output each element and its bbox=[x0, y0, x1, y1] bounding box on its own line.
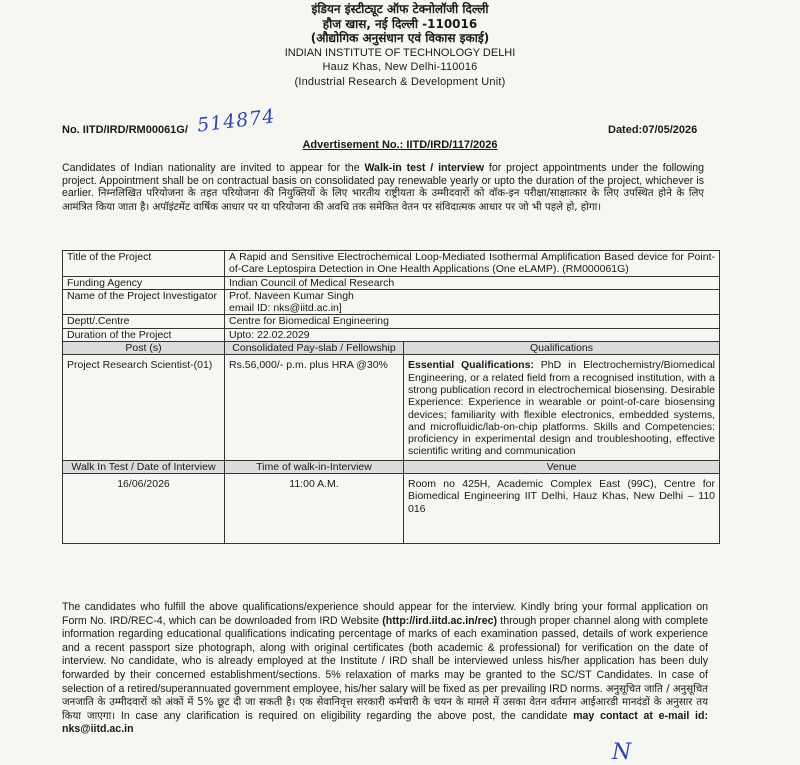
ird-website-link[interactable]: (http://ird.iitd.ac.in/rec) bbox=[382, 614, 498, 627]
post-value: Project Research Scientist-(01) bbox=[63, 355, 225, 460]
footer-text-1: The candidates who fulfill the above qualifications/experience should appear for the interview. Kindly bring your formal application on Form No. IRD/REC-4, which can be downloaded from IRD Website bbox=[62, 601, 708, 627]
unit-name: (Industrial Research & Development Unit) bbox=[294, 75, 506, 88]
institute-address: Hauz Khas, New Delhi-110016 bbox=[322, 61, 478, 73]
intro-paragraph bbox=[62, 162, 704, 214]
reference-number: No. IITD/IRD/RM00061G/ bbox=[62, 124, 188, 136]
table-row bbox=[63, 474, 720, 544]
walkin-time: 11:00 A.M. bbox=[225, 474, 404, 544]
table-row bbox=[63, 276, 720, 289]
table-row bbox=[63, 315, 720, 328]
footer-text-2: through proper channel along with complete information regarding educational qualifications indicating percentage of marks of each examination passed, details of work experience and a recent passport size photograph, along with original certificates (both academic & professional) for verification on the date of interview. No candidate, who is already employed at the Institute / IRD shall be interviewed unless his/her application has been duly forwarded by their concerned establishment/sections. 5% relaxation of marks may be granted to the SC/ST Candidates. In case of selection of a retired/superannuated government employee, his/her salary will be fixed as per prevailing IRD norms. bbox=[62, 614, 708, 695]
institute-name: INDIAN INSTITUTE OF TECHNOLOGY DELHI bbox=[284, 46, 516, 59]
investigator-label: Name of the Project Investigator bbox=[63, 289, 225, 315]
table-header-row bbox=[63, 342, 720, 355]
funding-value: Indian Council of Medical Research bbox=[225, 276, 720, 289]
hindi-institute-name: इंडियन इंस्टीट्यूट ऑफ टेक्नोलॉजी दिल्ली bbox=[311, 2, 489, 16]
hindi-address: हौज खास, नई दिल्ली -110016 bbox=[322, 16, 478, 31]
venue-value: Room no 425H, Academic Complex East (99C), Centre for Biomedical Engineering IIT Delhi, Hauz Khas, New Delhi – 110 016 bbox=[404, 474, 720, 544]
investigator-name: Prof. Naveen Kumar Singh bbox=[229, 289, 354, 302]
duration-label: Duration of the Project bbox=[63, 328, 225, 341]
dept-value: Centre for Biomedical Engineering bbox=[225, 315, 720, 328]
qualifications-value bbox=[404, 355, 720, 460]
footer-text-3: In case any clarification is required on eligibility regarding the above post, the candidate bbox=[115, 709, 574, 722]
walkin-date: 16/06/2026 bbox=[63, 474, 225, 544]
col-venue: Venue bbox=[404, 460, 720, 473]
project-details-table bbox=[62, 250, 720, 544]
intro-text-2: for project appointments under the following project. Appointment shall be on contractual basis on consolidated pay renewable yearly or upto the duration of the project, whichever is earlier. bbox=[62, 162, 705, 200]
handwritten-number: 514874 bbox=[195, 105, 277, 137]
col-qualifications: Qualifications bbox=[404, 342, 720, 355]
footer-hindi-text: अनुसूचित जाति / अनुसूचित जनजाति के उम्मीदवारों को अंकों में 5% छूट दी जा सकती है। एक सेवानिवृत्त सरकारी कर्मचारी के चयन के मामले में उसका वेतन वर्तमान आईआरडी मानदंडों के अनुसार तय किया जाएगा। bbox=[62, 683, 708, 722]
title-label: Title of the Project bbox=[63, 251, 225, 277]
date: Dated:07/05/2026 bbox=[608, 124, 698, 136]
qualifications-text: PhD in Electrochemistry/Biomedical Engineering, or a related field from a recognised institution, with a strong publication record in electrochemical biosensing. Desirable Experience: Experience in wearable or point-of-care biosensing devices; familiarity with flexible electronics, embedded systems, and microfluidic/lab-on-chip platforms. Skills and Competencies: proficiency in experimental design and troubleshooting, effective scientific writing and communication bbox=[408, 359, 715, 458]
table-row bbox=[63, 251, 720, 277]
title-value: A Rapid and Sensitive Electrochemical Loop-Mediated Isothermal Amplification Based device for Point-of-Care Leptospira Detection in One Health Applications (One eLAMP). (RM000061G) bbox=[225, 251, 720, 277]
footer-paragraph bbox=[62, 601, 708, 737]
signature: N bbox=[612, 740, 632, 765]
header bbox=[0, 2, 800, 89]
intro-walkin-bold: Walk-in test / interview bbox=[364, 162, 485, 174]
essential-qualifications-label: Essential Qualifications: bbox=[408, 359, 534, 372]
intro-text-1: Candidates of Indian nationality are invited to appear for the bbox=[62, 162, 365, 174]
col-pay: Consolidated Pay-slab / Fellowship bbox=[225, 342, 404, 355]
contact-email[interactable]: may contact at e-mail id: nks@iitd.ac.in bbox=[62, 709, 708, 736]
funding-label: Funding Agency bbox=[63, 276, 225, 289]
intro-hindi-text: निम्नलिखित परियोजना के तहत परियोजना की नियुक्तियों के लिए भारतीय राष्ट्रीयता के उम्मीदवारों को वॉक-इन परीक्षा/साक्षात्कार के लिए उपस्थित होने के लिए आमंत्रित किया जाता है। अपॉइंटमेंट वार्षिक आधार पर या परियोजना की अवधि तक समेकित वेतन पर संविदात्मक आधार पर जो भी पहले हो, होगा। bbox=[62, 188, 704, 213]
dept-label: Deptt/.Centre bbox=[63, 315, 225, 328]
table-row bbox=[63, 328, 720, 341]
investigator-value bbox=[225, 289, 720, 315]
col-post: Post (s) bbox=[63, 342, 225, 355]
pay-value: Rs.56,000/- p.m. plus HRA @30% bbox=[225, 355, 404, 460]
duration-value: Upto: 22.02.2029 bbox=[225, 328, 720, 341]
hindi-unit: (औद्योगिक अनुसंधान एवं विकास इकाई) bbox=[310, 31, 490, 45]
col-walkin-date: Walk In Test / Date of Interview bbox=[63, 460, 225, 473]
col-time: Time of walk-in-Interview bbox=[225, 460, 404, 473]
table-row bbox=[63, 289, 720, 315]
advertisement-number: Advertisement No.: IITD/IRD/117/2026 bbox=[302, 139, 498, 151]
table-header-row bbox=[63, 460, 720, 473]
table-row bbox=[63, 355, 720, 460]
investigator-email: email ID: nks@iitd.ac.in] bbox=[229, 302, 342, 315]
